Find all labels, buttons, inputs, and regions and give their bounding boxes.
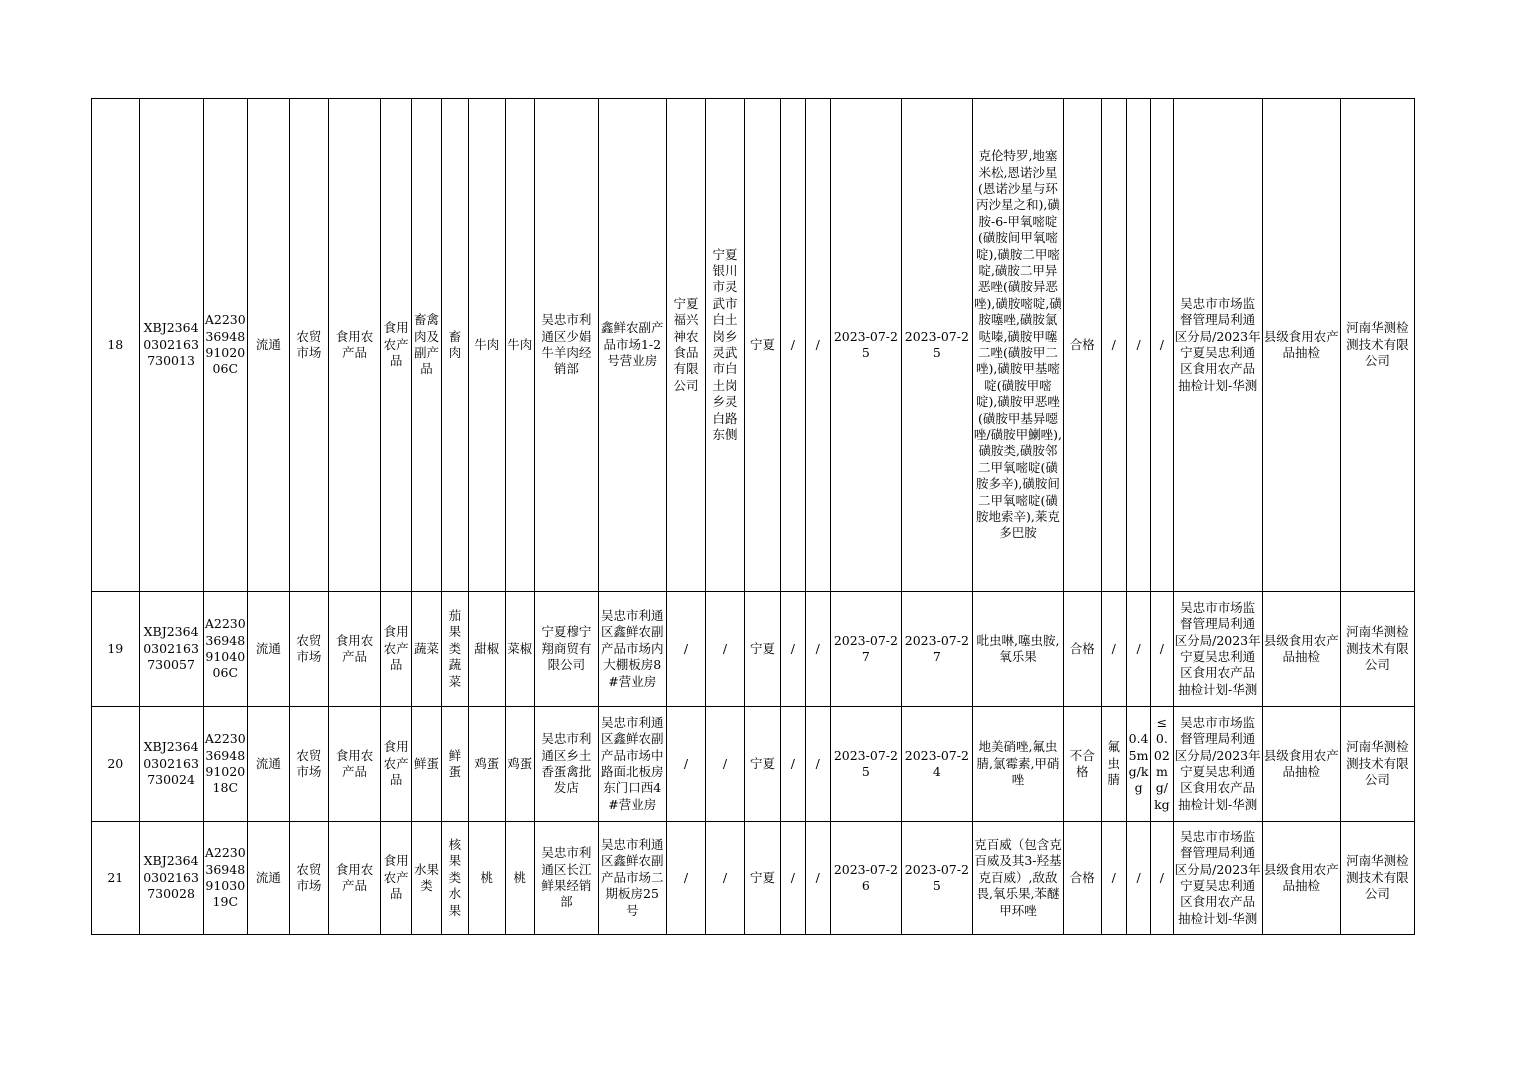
food-category-2: 食用农产品 <box>380 99 411 592</box>
sampling-venue: 农贸市场 <box>289 592 329 707</box>
food-category-4: 鲜蛋 <box>441 707 468 822</box>
producer-address: / <box>706 592 745 707</box>
check-type: 县级食用农产品抽检 <box>1262 592 1340 707</box>
failed-item: / <box>1101 822 1126 935</box>
sample-type: 牛肉 <box>505 99 534 592</box>
circulation-link: 流通 <box>248 99 290 592</box>
production-date: 2023-07-24 <box>901 707 972 822</box>
producer-address: 宁夏银川市灵武市白土岗乡灵武市白土岗乡灵白路东侧 <box>706 99 745 592</box>
measured-value: 0.45mg/kg <box>1126 707 1150 822</box>
brand: / <box>805 707 830 822</box>
sampling-date: 2023-07-26 <box>830 822 901 935</box>
specification: / <box>781 822 805 935</box>
sample-id: XBJ23640302163730028 <box>139 822 203 935</box>
producer-name: / <box>666 592 706 707</box>
producer-address: / <box>706 822 745 935</box>
sample-id: XBJ23640302163730013 <box>139 99 203 592</box>
sampling-venue: 农贸市场 <box>289 707 329 822</box>
seller-address: 鑫鲜农副产品市场1-2号营业房 <box>598 99 666 592</box>
result: 合格 <box>1064 822 1102 935</box>
table-row <box>92 707 1415 822</box>
measured-value: / <box>1126 592 1150 707</box>
task-source: 吴忠市市场监督管理局利通区分局/2023年宁夏吴忠利通区食用农产品抽检计划-华测 <box>1173 707 1262 822</box>
sample-name: 牛肉 <box>469 99 505 592</box>
specification: / <box>781 99 805 592</box>
food-category-4: 茄果类蔬菜 <box>441 592 468 707</box>
sample-type: 桃 <box>505 822 534 935</box>
food-category-1: 食用农产品 <box>329 99 381 592</box>
task-source: 吴忠市市场监督管理局利通区分局/2023年宁夏吴忠利通区食用农产品抽检计划-华测 <box>1173 592 1262 707</box>
seller-name: 吴忠市利通区乡土香蛋禽批发店 <box>534 707 598 822</box>
production-date: 2023-07-27 <box>901 592 972 707</box>
sample-type: 鸡蛋 <box>505 707 534 822</box>
specification: / <box>781 592 805 707</box>
failed-item: / <box>1101 99 1126 592</box>
sampling-date: 2023-07-25 <box>830 707 901 822</box>
sample-id: XBJ23640302163730024 <box>139 707 203 822</box>
standard-value: / <box>1151 99 1173 592</box>
standard-value: ≤0.02mg/kg <box>1151 707 1173 822</box>
testing-lab: 河南华测检测技术有限公司 <box>1340 707 1414 822</box>
production-date: 2023-07-25 <box>901 99 972 592</box>
food-category-3: 水果类 <box>412 822 441 935</box>
food-category-4: 畜肉 <box>441 99 468 592</box>
check-type: 县级食用农产品抽检 <box>1262 99 1340 592</box>
test-items: 地美硝唑,氟虫腈,氯霉素,甲硝唑 <box>972 707 1063 822</box>
check-type: 县级食用农产品抽检 <box>1262 707 1340 822</box>
measured-value: / <box>1126 99 1150 592</box>
table-row <box>92 592 1415 707</box>
circulation-link: 流通 <box>248 707 290 822</box>
food-category-2: 食用农产品 <box>380 822 411 935</box>
brand: / <box>805 99 830 592</box>
failed-item: / <box>1101 592 1126 707</box>
producer-address: / <box>706 707 745 822</box>
result: 合格 <box>1064 592 1102 707</box>
seller-name: 吴忠市利通区少娟牛羊肉经销部 <box>534 99 598 592</box>
inspection-results-table <box>91 98 1415 935</box>
table-row <box>92 99 1415 592</box>
region: 宁夏 <box>744 822 780 935</box>
seller-address: 吴忠市利通区鑫鲜农副产品市场二期板房25号 <box>598 822 666 935</box>
measured-value: / <box>1126 822 1150 935</box>
producer-name: / <box>666 822 706 935</box>
sample-id: XBJ23640302163730057 <box>139 592 203 707</box>
result: 合格 <box>1064 99 1102 592</box>
result: 不合格 <box>1064 707 1102 822</box>
food-category-3: 蔬菜 <box>412 592 441 707</box>
row-number: 19 <box>92 592 140 707</box>
row-number: 21 <box>92 822 140 935</box>
seller-address: 吴忠市利通区鑫鲜农副产品市场中路面北板房东门口西4#营业房 <box>598 707 666 822</box>
food-category-3: 鲜蛋 <box>412 707 441 822</box>
test-items: 克百威（包含克百威及其3-羟基克百威）,敌敌畏,氧乐果,苯醚甲环唑 <box>972 822 1063 935</box>
report-id: A22303694891020 06C <box>203 99 248 592</box>
row-number: 20 <box>92 707 140 822</box>
sample-name: 桃 <box>469 822 505 935</box>
table-row <box>92 822 1415 935</box>
seller-address: 吴忠市利通区鑫鲜农副产品市场内大棚板房8#营业房 <box>598 592 666 707</box>
seller-name: 宁夏穆宁翔商贸有限公司 <box>534 592 598 707</box>
check-type: 县级食用农产品抽检 <box>1262 822 1340 935</box>
food-category-1: 食用农产品 <box>329 822 381 935</box>
production-date: 2023-07-25 <box>901 822 972 935</box>
food-category-1: 食用农产品 <box>329 592 381 707</box>
brand: / <box>805 822 830 935</box>
sampling-venue: 农贸市场 <box>289 822 329 935</box>
specification: / <box>781 707 805 822</box>
food-category-2: 食用农产品 <box>380 707 411 822</box>
testing-lab: 河南华测检测技术有限公司 <box>1340 822 1414 935</box>
standard-value: / <box>1151 592 1173 707</box>
circulation-link: 流通 <box>248 592 290 707</box>
food-category-3: 畜禽肉及副产品 <box>412 99 441 592</box>
report-id: A22303694891030 19C <box>203 822 248 935</box>
food-category-4: 核果类水果 <box>441 822 468 935</box>
row-number: 18 <box>92 99 140 592</box>
testing-lab: 河南华测检测技术有限公司 <box>1340 592 1414 707</box>
test-items: 吡虫啉,噻虫胺,氧乐果 <box>972 592 1063 707</box>
task-source: 吴忠市市场监督管理局利通区分局/2023年宁夏吴忠利通区食用农产品抽检计划-华测 <box>1173 822 1262 935</box>
circulation-link: 流通 <box>248 822 290 935</box>
testing-lab: 河南华测检测技术有限公司 <box>1340 99 1414 592</box>
producer-name: 宁夏福兴神农食品有限公司 <box>666 99 706 592</box>
sample-name: 甜椒 <box>469 592 505 707</box>
food-category-2: 食用农产品 <box>380 592 411 707</box>
task-source: 吴忠市市场监督管理局利通区分局/2023年宁夏吴忠利通区食用农产品抽检计划-华测 <box>1173 99 1262 592</box>
test-items: 克伦特罗,地塞米松,恩诺沙星(恩诺沙星与环丙沙星之和),磺胺-6-甲氧嘧啶(磺胺间甲氧嘧啶),磺胺二甲嘧啶,磺胺二甲异恶唑(磺胺异恶唑),磺胺嘧啶,磺胺噻唑,磺胺氯哒嗪,磺胺甲噻二唑(磺胺甲二唑),磺胺甲基嘧啶(磺胺甲嘧啶),磺胺甲恶唑(磺胺甲基异噁唑/磺胺甲鯻唑),磺胺类,磺胺邻二甲氧嘧啶(磺胺多辛),磺胺间二甲氧嘧啶(磺胺地索辛),莱克多巴胺 <box>972 99 1063 592</box>
sample-name: 鸡蛋 <box>469 707 505 822</box>
producer-name: / <box>666 707 706 822</box>
failed-item: 氟虫腈 <box>1101 707 1126 822</box>
region: 宁夏 <box>744 707 780 822</box>
report-id: A22303694891040 06C <box>203 592 248 707</box>
sampling-venue: 农贸市场 <box>289 99 329 592</box>
region: 宁夏 <box>744 99 780 592</box>
sampling-date: 2023-07-25 <box>830 99 901 592</box>
report-id: A22303694891020 18C <box>203 707 248 822</box>
sample-type: 菜椒 <box>505 592 534 707</box>
standard-value: / <box>1151 822 1173 935</box>
brand: / <box>805 592 830 707</box>
seller-name: 吴忠市利通区长江鲜果经销部 <box>534 822 598 935</box>
food-category-1: 食用农产品 <box>329 707 381 822</box>
region: 宁夏 <box>744 592 780 707</box>
sampling-date: 2023-07-27 <box>830 592 901 707</box>
